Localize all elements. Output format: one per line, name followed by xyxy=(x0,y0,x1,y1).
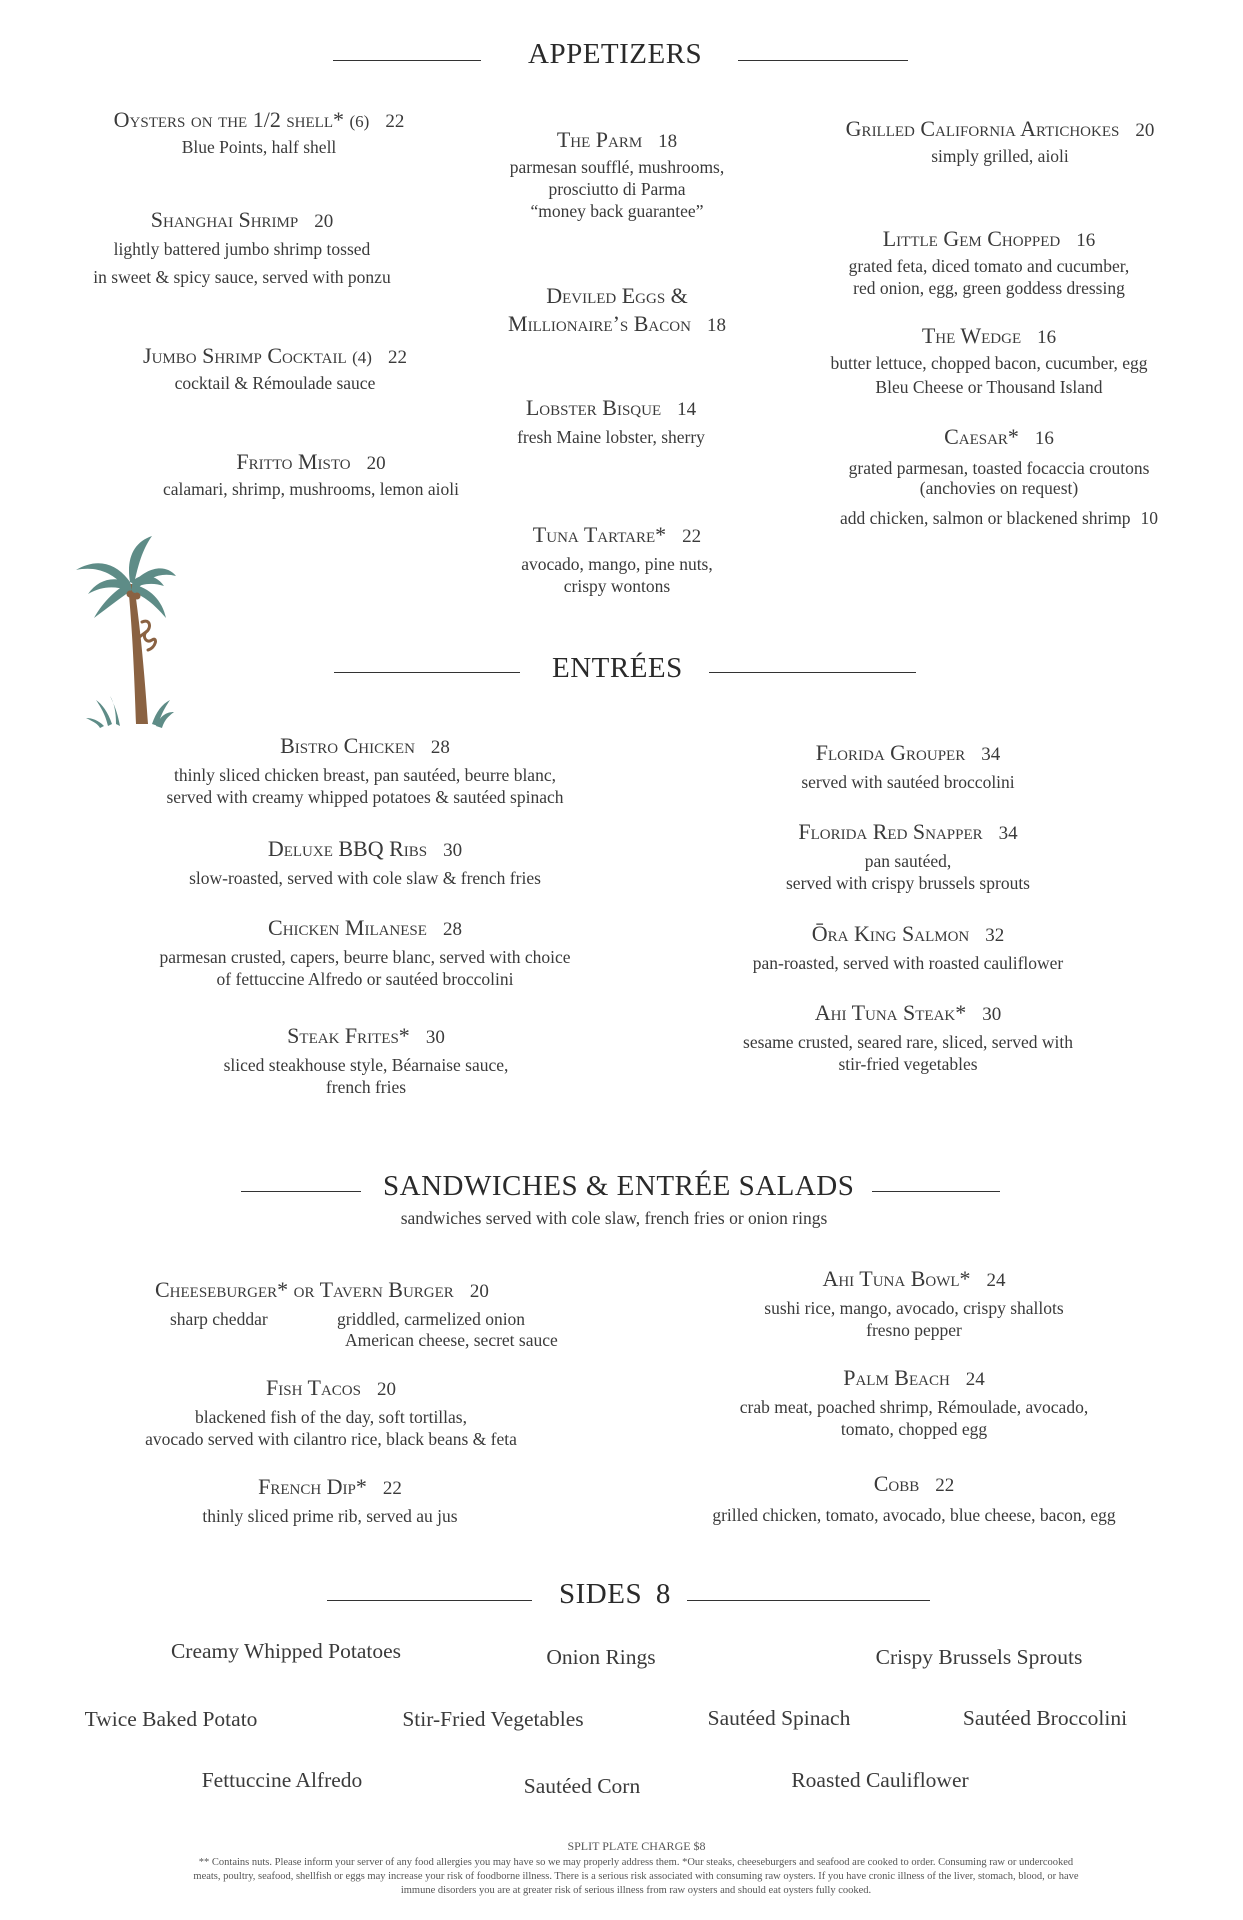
sandwiches-title: SANDWICHES & ENTRÉE SALADS xyxy=(383,1170,855,1202)
item-price: 20 xyxy=(314,211,334,232)
item-name: Florida Grouper xyxy=(815,740,966,765)
allergy-disclaimer-line: meats, poultry, seafood, shellfish or eggs may increase your risk of foodborne illness. There is a serious risk associated with consuming raw oysters. If you have cronic illness of the liver, stomach, blood, or have xyxy=(193,1871,1079,1882)
item-desc-right: American cheese, secret sauce xyxy=(345,1330,558,1350)
item-name: Palm Beach xyxy=(843,1365,950,1390)
grass xyxy=(86,696,174,728)
menu-item-little-gem xyxy=(849,225,1130,299)
appetizers-rule-right xyxy=(738,60,908,61)
item-name: Lobster Bisque xyxy=(525,395,662,420)
menu-item-shanghai-shrimp xyxy=(93,206,390,288)
item-price: 32 xyxy=(985,925,1005,946)
item-price: 20 xyxy=(469,1281,489,1302)
item-price: 18 xyxy=(706,315,726,336)
item-price: 22 xyxy=(682,526,702,547)
item-desc: in sweet & spicy sauce, served with ponzu xyxy=(93,267,391,287)
menu-item-bbq-ribs xyxy=(189,835,541,889)
menu-item-lobster-bisque xyxy=(517,394,705,448)
item-desc: crab meat, poached shrimp, Rémoulade, avocado, xyxy=(739,1397,1089,1417)
item-desc: blackened fish of the day, soft tortillas, xyxy=(195,1407,467,1427)
item-desc: fresh Maine lobster, sherry xyxy=(517,427,705,447)
item-desc: grated feta, diced tomato and cucumber, xyxy=(848,256,1130,276)
menu-item-florida-grouper xyxy=(801,739,1014,793)
item-price: 20 xyxy=(1135,120,1155,141)
item-price: 34 xyxy=(998,823,1018,844)
palm-fronds xyxy=(76,536,176,618)
menu-item-deviled-eggs xyxy=(508,282,726,340)
item-desc: Bleu Cheese or Thousand Island xyxy=(875,377,1103,397)
item-price: 30 xyxy=(425,1027,445,1048)
item-price: 24 xyxy=(986,1270,1006,1291)
menu-item-shrimp-cocktail xyxy=(143,342,407,394)
item-name: Millionaire’s Bacon xyxy=(508,311,691,336)
item-name: Jumbo Shrimp Cocktail xyxy=(143,343,347,368)
item-desc: grilled chicken, tomato, avocado, blue cheese, bacon, egg xyxy=(712,1505,1116,1525)
sandwiches-rule-left xyxy=(241,1191,361,1192)
allergy-disclaimer-line: ** Contains nuts. Please inform your server of any food allergies you may have so we may properly address them. *Our steaks, cheeseburgers and seafood are cooked to order. Consuming raw or undercooked xyxy=(198,1857,1074,1868)
item-price: 22 xyxy=(382,1478,402,1499)
item-desc: avocado, mango, pine nuts, xyxy=(521,554,713,574)
menu-item-ahi-tuna-steak xyxy=(743,999,1073,1075)
sides-price: 8 xyxy=(655,1578,671,1610)
item-desc: thinly sliced prime rib, served au jus xyxy=(202,1506,458,1526)
menu-item-fritto-misto xyxy=(163,448,459,500)
item-price: 20 xyxy=(366,453,386,474)
item-desc: cocktail & Rémoulade sauce xyxy=(174,373,376,393)
item-price: 16 xyxy=(1037,327,1057,348)
side-fettuccine-alfredo: Fettuccine Alfredo xyxy=(201,1768,363,1792)
item-price: 18 xyxy=(658,131,678,152)
item-name: Oysters on the 1/2 shell* xyxy=(113,107,345,132)
item-price: 24 xyxy=(965,1369,985,1390)
menu-item-burger xyxy=(155,1276,558,1350)
item-desc: pan sautéed, xyxy=(864,851,952,871)
item-desc: tomato, chopped egg xyxy=(840,1419,988,1439)
menu-item-red-snapper xyxy=(786,818,1030,894)
item-name: Little Gem Chopped xyxy=(882,226,1061,251)
item-desc-left: sharp cheddar xyxy=(170,1309,268,1329)
item-name: Cobb xyxy=(873,1471,920,1496)
item-name: Bistro Chicken xyxy=(280,733,415,758)
item-desc: thinly sliced chicken breast, pan sautéed, beurre blanc, xyxy=(174,765,556,785)
item-desc: slow-roasted, served with cole slaw & french fries xyxy=(189,868,541,888)
menu-item-caesar xyxy=(840,423,1158,529)
menu-item-oysters xyxy=(114,106,405,158)
item-desc: served with crispy brussels sprouts xyxy=(785,873,1031,893)
item-name: Tuna Tartare* xyxy=(532,522,667,547)
allergy-disclaimer-line: immune disorders you are at greater risk of serious illness from raw oysters and should eat oysters fully cooked. xyxy=(400,1885,872,1896)
appetizers-title: APPETIZERS xyxy=(528,38,703,70)
sandwiches-rule-right xyxy=(872,1191,1000,1192)
item-name: Chicken Milanese xyxy=(268,915,427,940)
menu-item-steak-frites xyxy=(224,1022,509,1098)
item-desc: calamari, shrimp, mushrooms, lemon aioli xyxy=(163,479,459,499)
item-name: Ahi Tuna Steak* xyxy=(814,1000,967,1025)
menu-item-palm-beach xyxy=(740,1364,1088,1440)
item-price: 30 xyxy=(443,840,463,861)
item-price: 16 xyxy=(1034,428,1054,449)
item-qty: (6) xyxy=(349,112,370,131)
item-desc: lightly battered jumbo shrimp tossed xyxy=(113,239,371,259)
item-price: 28 xyxy=(430,737,450,758)
item-desc: sesame crusted, seared rare, sliced, served with xyxy=(743,1032,1073,1052)
item-name: Caesar* xyxy=(944,424,1019,449)
sandwiches-subtitle: sandwiches served with cole slaw, french fries or onion rings xyxy=(400,1208,828,1228)
item-desc: (anchovies on request) xyxy=(919,478,1079,498)
menu-item-ahi-tuna-bowl xyxy=(764,1265,1063,1341)
addon-text: add chicken, salmon or blackened shrimp xyxy=(839,508,1131,528)
sides-rule-left xyxy=(327,1600,532,1601)
item-desc: Blue Points, half shell xyxy=(181,137,337,157)
item-price: 20 xyxy=(376,1379,396,1400)
sides-title-text: SIDES xyxy=(559,1578,643,1610)
menu-item-the-parm xyxy=(510,126,725,222)
item-desc: prosciutto di Parma xyxy=(548,179,686,199)
side-roasted-cauliflower: Roasted Cauliflower xyxy=(791,1768,969,1792)
item-price: 22 xyxy=(387,347,407,368)
menu-item-fish-tacos xyxy=(145,1374,517,1450)
menu-item-chicken-milanese xyxy=(159,914,570,990)
item-desc: of fettuccine Alfredo or sautéed broccolini xyxy=(216,969,514,989)
side-creamy-whipped-potatoes: Creamy Whipped Potatoes xyxy=(170,1639,402,1663)
menu-item-the-wedge xyxy=(830,322,1147,398)
item-name: French Dip* xyxy=(258,1474,367,1499)
item-price: 34 xyxy=(981,744,1001,765)
item-desc: sushi rice, mango, avocado, crispy shallots xyxy=(764,1298,1064,1318)
menu-item-french-dip xyxy=(202,1473,457,1527)
item-qty: (4) xyxy=(352,348,372,367)
side-stir-fried-vegetables: Stir-Fried Vegetables xyxy=(402,1707,584,1731)
item-price: 16 xyxy=(1076,230,1096,251)
item-desc: french fries xyxy=(325,1077,407,1097)
item-desc: fresno pepper xyxy=(866,1320,962,1340)
item-name: Shanghai Shrimp xyxy=(150,207,299,232)
item-name: Ōra King Salmon xyxy=(811,921,970,946)
side-sauteed-broccolini: Sautéed Broccolini xyxy=(962,1706,1128,1730)
item-desc: crispy wontons xyxy=(563,576,671,596)
item-desc: served with sautéed broccolini xyxy=(801,772,1015,792)
item-desc: grated parmesan, toasted focaccia croutons xyxy=(848,458,1150,478)
item-desc-right: griddled, carmelized onion xyxy=(337,1309,526,1329)
item-desc: “money back guarantee” xyxy=(530,201,704,221)
item-name: Florida Red Snapper xyxy=(798,819,983,844)
item-desc: sliced steakhouse style, Béarnaise sauce, xyxy=(223,1055,509,1075)
menu-item-cobb xyxy=(712,1470,1115,1526)
side-sauteed-corn: Sautéed Corn xyxy=(523,1774,641,1798)
item-name: The Parm xyxy=(556,127,643,152)
item-desc: avocado served with cilantro rice, black beans & feta xyxy=(145,1429,517,1449)
item-desc: stir-fried vegetables xyxy=(838,1054,978,1074)
sides-title xyxy=(559,1578,671,1611)
item-name: Cheeseburger* or Tavern Burger xyxy=(155,1277,454,1302)
side-twice-baked-potato: Twice Baked Potato xyxy=(84,1707,258,1731)
side-onion-rings: Onion Rings xyxy=(546,1645,656,1669)
item-desc: parmesan crusted, capers, beurre blanc, served with choice xyxy=(159,947,571,967)
entrees-rule-right xyxy=(709,672,916,673)
menu-item-tuna-tartare xyxy=(521,521,712,597)
palm-trunk xyxy=(128,584,148,724)
item-name: The Wedge xyxy=(921,323,1022,348)
side-sauteed-spinach: Sautéed Spinach xyxy=(707,1706,851,1730)
entrees-rule-left xyxy=(334,672,520,673)
item-desc: butter lettuce, chopped bacon, cucumber, egg xyxy=(830,353,1148,373)
item-name: Grilled California Artichokes xyxy=(845,116,1120,141)
side-crispy-brussels-sprouts: Crispy Brussels Sprouts xyxy=(875,1645,1083,1669)
item-name: Fritto Misto xyxy=(236,449,351,474)
item-desc: red onion, egg, green goddess dressing xyxy=(853,278,1125,298)
item-name: Ahi Tuna Bowl* xyxy=(822,1266,971,1291)
item-price: 22 xyxy=(935,1475,955,1496)
item-name: Deviled Eggs & xyxy=(546,283,688,308)
sides-rule-right xyxy=(687,1600,930,1601)
appetizers-rule-left xyxy=(333,60,481,61)
item-desc: parmesan soufflé, mushrooms, xyxy=(509,157,725,177)
item-name: Steak Frites* xyxy=(287,1023,410,1048)
menu-item-king-salmon xyxy=(753,920,1064,974)
item-price: 14 xyxy=(677,399,697,420)
item-desc: pan-roasted, served with roasted cauliflower xyxy=(752,953,1064,973)
menu-item-artichokes xyxy=(846,115,1155,167)
item-price: 28 xyxy=(442,919,462,940)
item-desc: served with creamy whipped potatoes & sautéed spinach xyxy=(166,787,564,807)
palm-tree-illustration xyxy=(68,536,178,732)
item-desc: simply grilled, aioli xyxy=(931,146,1069,166)
item-price: 30 xyxy=(982,1004,1002,1025)
entrees-title: ENTRÉES xyxy=(552,652,683,684)
item-name: Deluxe BBQ Ribs xyxy=(267,836,428,861)
item-price: 22 xyxy=(385,111,405,132)
item-name: Fish Tacos xyxy=(266,1375,361,1400)
split-plate-charge: SPLIT PLATE CHARGE $8 xyxy=(567,1839,706,1853)
addon-price: 10 xyxy=(1140,508,1159,528)
menu-item-bistro-chicken xyxy=(166,732,563,808)
